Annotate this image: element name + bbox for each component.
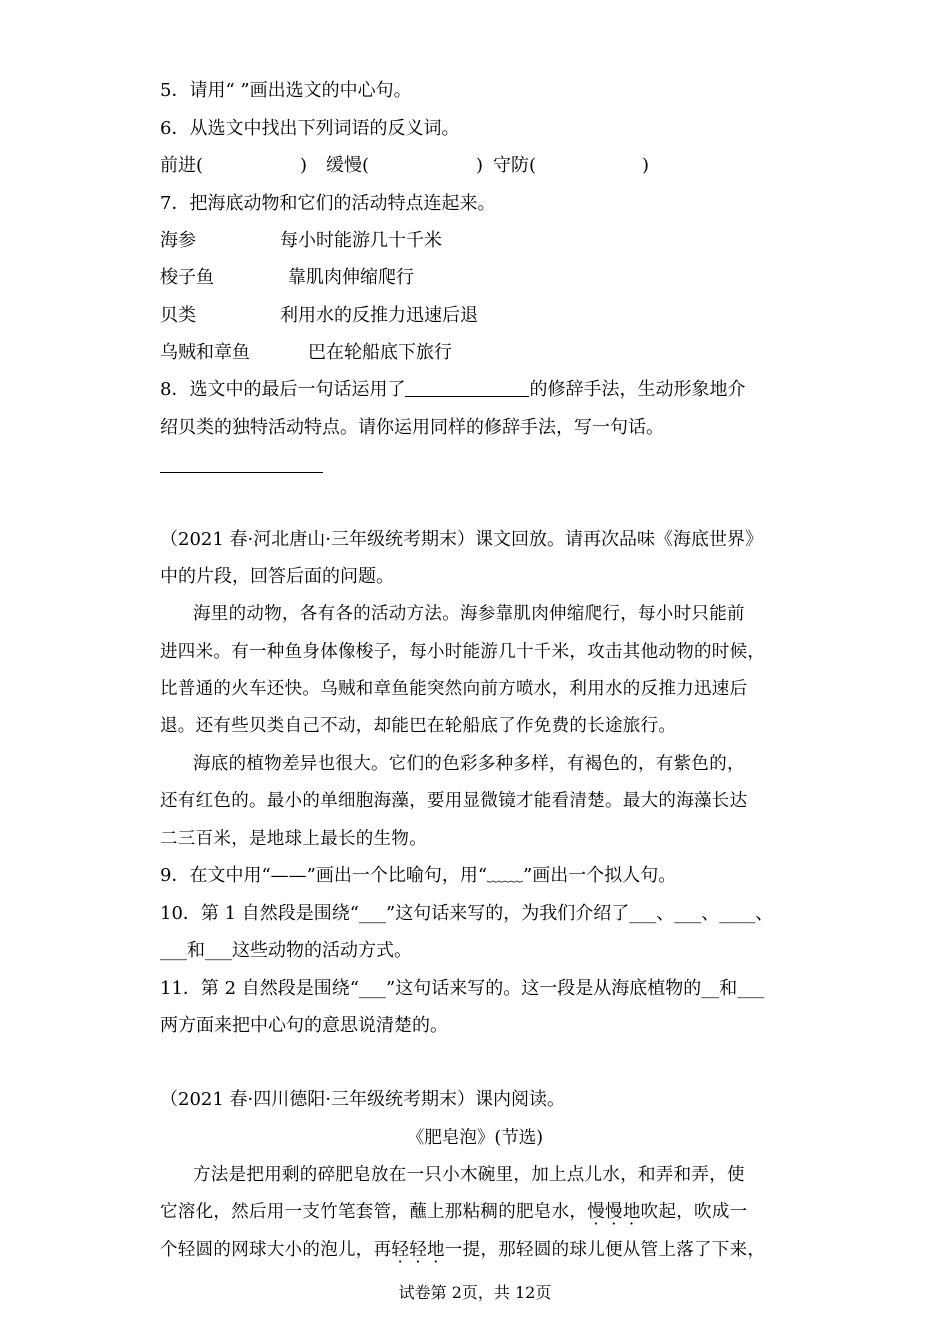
passage-segment: 它溶化，然后用一支竹笔套管，蘸上那粘稠的肥皂水， — [160, 1202, 588, 1222]
q7-right-item: 靠肌肉伸缩爬行 — [288, 267, 414, 288]
q7-right-item: 利用水的反推力迅速后退 — [280, 305, 478, 326]
emphasis-char: 轻 — [391, 1240, 410, 1260]
passage-segment: 个轻圆的网球大小的泡儿，再 — [160, 1240, 392, 1260]
passage-line: 海里的动物，各有各的活动方法。海参靠肌肉伸缩爬行，每小时只能前 — [193, 604, 745, 624]
question-9: 9．在文中用“——”画出一个比喻句，用“﹏﹏”画出一个拟人句。 — [160, 865, 677, 886]
section2-intro-line2: 中的片段，回答后面的问题。 — [160, 566, 394, 587]
question-6: 6．从选文中找出下列词语的反义词。 — [160, 118, 460, 139]
q6-item-b-close: ) — [476, 155, 484, 176]
q7-row — [160, 229, 442, 253]
emphasis-char: 地 — [622, 1202, 641, 1222]
q8-blank — [405, 378, 529, 397]
passage-segment: 一提，那轻圆的球儿便从管上落了下来， — [444, 1240, 766, 1260]
passage-line: 方法是把用剩的碎肥皂放在一只小木碗里，加上点儿水，和弄和弄，使 — [193, 1165, 745, 1185]
passage-line: 海底的植物差异也很大。它们的色彩多种多样，有褐色的，有紫色的， — [193, 754, 745, 774]
q6-item-a: 前进( — [160, 155, 204, 176]
emphasis-dotted-text — [391, 1240, 444, 1260]
section3-intro: （2021 春·四川德阳·三年级统考期末）课内阅读。 — [160, 1089, 565, 1110]
passage-title: 《肥皂泡》(节选) — [406, 1128, 544, 1148]
q8-part1: 8．选文中的最后一句话运用了 — [160, 379, 406, 400]
q7-right-item: 巴在轮船底下旅行 — [308, 342, 452, 363]
q6-item-b: 缓慢( — [326, 155, 370, 176]
emphasis-char: 地 — [427, 1240, 445, 1260]
q6-item-c: 守防( — [493, 155, 537, 176]
q7-row — [160, 341, 452, 365]
q7-left-item: 海参 — [160, 230, 196, 251]
q8-answer-line — [160, 472, 323, 473]
q8-part2: 的修辞手法，生动形象地介 — [529, 379, 746, 400]
passage-line — [160, 1200, 747, 1224]
question-10: 10．第 1 自然段是围绕“___”这句话来写的，为我们介绍了___、___、____、 — [160, 903, 774, 924]
q7-left-item: 梭子鱼 — [160, 267, 214, 288]
question-11-line2: 两方面来把中心句的意思说清楚的。 — [160, 1015, 448, 1036]
page-footer: 试卷第 2页，共 12页 — [398, 1283, 552, 1302]
q6-item-a-close: ) — [300, 155, 308, 176]
question-11: 11．第 2 自然段是围绕“___”这句话来写的。这一段是从海底植物的__和___ — [160, 978, 765, 999]
emphasis-dotted-text — [587, 1202, 640, 1222]
question-8-line2: 绍贝类的独特活动特点。请你运用同样的修辞手法，写一句话。 — [160, 417, 664, 438]
passage-segment: 吹起，吹成一 — [640, 1202, 748, 1222]
question-10-line2: ___和___这些动物的活动方式。 — [160, 940, 412, 961]
passage-line: 二三百米，是地球上最长的生物。 — [160, 829, 427, 849]
q7-row — [160, 266, 414, 290]
passage-line: 比普通的火车还快。乌贼和章鱼能突然向前方喷水，利用水的反推力迅速后 — [160, 679, 748, 699]
passage-line: 还有红色的。最小的单细胞海藻，要用显微镜才能看清楚。最大的海藻长达 — [160, 791, 748, 811]
emphasis-char: 慢 — [605, 1202, 623, 1222]
q7-left-item: 贝类 — [160, 305, 196, 326]
q7-right-item: 每小时能游几十千米 — [280, 230, 442, 251]
q6-item-c-close: ) — [642, 155, 650, 176]
emphasis-char: 慢 — [587, 1202, 606, 1222]
passage-line: 进四米。有一种鱼身体像梭子，每小时能游几十千米，攻击其他动物的时候， — [160, 642, 766, 662]
passage-line — [160, 1238, 765, 1262]
section2-intro: （2021 春·河北唐山·三年级统考期末）课文回放。请再次品味《海底世界》 — [160, 529, 763, 550]
q7-left-item: 乌贼和章鱼 — [160, 342, 250, 363]
question-8 — [160, 378, 745, 402]
q7-row — [160, 304, 478, 328]
question-7: 7．把海底动物和它们的活动特点连起来。 — [160, 193, 496, 214]
emphasis-char: 轻 — [409, 1240, 428, 1260]
passage-line: 退。还有些贝类自己不动，却能巴在轮船底了作免费的长途旅行。 — [160, 716, 677, 736]
question-5: 5．请用“ ”画出选文的中心句。 — [160, 80, 412, 101]
